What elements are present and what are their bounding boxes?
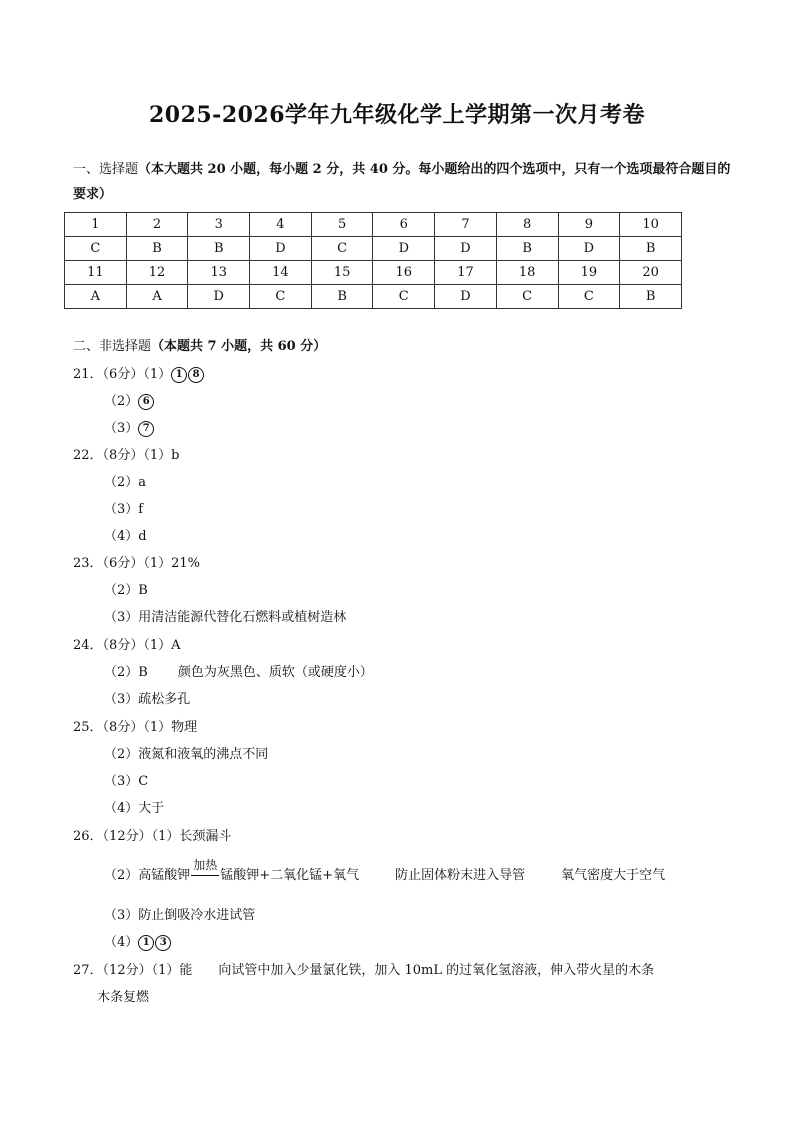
table-cell: 15	[311, 261, 373, 285]
reaction-condition: 加热	[193, 858, 218, 872]
q26-reactant: （2）高锰酸钾	[104, 868, 191, 883]
section1-heading	[73, 157, 733, 207]
q21-part2: （2）	[104, 394, 139, 409]
section2-heading	[73, 337, 326, 357]
q24-line1: 24．（8分）（1）A	[73, 638, 181, 653]
table-cell: 7	[435, 213, 497, 237]
table-cell: 5	[311, 213, 373, 237]
table-cell: 17	[435, 261, 497, 285]
table-cell: B	[620, 285, 682, 309]
q22-line3: （3）f	[104, 502, 144, 517]
q22-line4: （4）d	[104, 529, 147, 544]
q21-line3	[104, 419, 155, 439]
table-cell: 11	[65, 261, 127, 285]
q26-part4: （4）	[104, 935, 139, 950]
q21-head: 21．（6分）（1）	[73, 367, 172, 382]
table-cell: 4	[250, 213, 312, 237]
answer-table	[64, 212, 682, 309]
circled-number: 6	[138, 394, 154, 410]
section1-note: （本大题共 20 小题，每小题 2 分，共 40 分。每小题给出的四个选项中，只有一个选项最符合题目的要求）	[73, 162, 731, 202]
table-cell: C	[250, 285, 312, 309]
q24-line2	[104, 663, 373, 683]
q25-line3: （3）C	[104, 774, 149, 789]
table-cell: 6	[373, 213, 435, 237]
table-cell: 16	[373, 261, 435, 285]
table-cell: 1	[65, 213, 127, 237]
table-cell: 12	[126, 261, 188, 285]
circled-number: 3	[155, 935, 171, 951]
circled-number: 7	[138, 421, 154, 437]
table-row	[65, 285, 682, 309]
circled-number: 1	[138, 935, 154, 951]
table-cell: 20	[620, 261, 682, 285]
q25-line4: （4）大于	[104, 801, 165, 816]
q27-line2: 木条复燃	[97, 990, 150, 1005]
table-cell: 3	[188, 213, 250, 237]
q23-line2: （2）B	[104, 583, 148, 598]
table-cell: A	[65, 285, 127, 309]
table-row	[65, 261, 682, 285]
table-cell: C	[496, 285, 558, 309]
table-cell: 18	[496, 261, 558, 285]
section1-label: 一、选择题	[73, 162, 139, 177]
table-cell: D	[188, 285, 250, 309]
table-cell: 13	[188, 261, 250, 285]
q26-answer-c: 氧气密度大于空气	[561, 868, 666, 883]
q26-line3: （3）防止倒吸冷水进试管	[104, 908, 256, 923]
table-cell: 14	[250, 261, 312, 285]
q24-part2-reason: 颜色为灰黑色、质软（或硬度小）	[177, 665, 373, 680]
q24-line3: （3）疏松多孔	[104, 692, 191, 707]
q26-answer-b: 防止固体粉末进入导管	[395, 868, 526, 883]
table-cell: C	[373, 285, 435, 309]
q27-method: 向试管中加入少量氯化铁，加入 10mL 的过氧化氢溶液，伸入带火星的木条	[218, 963, 655, 978]
table-cell: B	[311, 285, 373, 309]
q27-part1: 27．（12分）（1）能	[73, 963, 193, 978]
table-cell: 8	[496, 213, 558, 237]
table-cell: 2	[126, 213, 188, 237]
table-cell: C	[65, 237, 127, 261]
table-row	[65, 213, 682, 237]
circled-number: 8	[188, 367, 204, 383]
q21-line1	[73, 365, 205, 385]
q23-line1: 23．（6分）（1）21%	[73, 556, 200, 571]
q21-part3: （3）	[104, 421, 139, 436]
table-cell: B	[126, 237, 188, 261]
q22-line2: （2）a	[104, 475, 147, 490]
table-cell: B	[188, 237, 250, 261]
table-cell: D	[373, 237, 435, 261]
q21-line2	[104, 392, 155, 412]
table-cell: D	[558, 237, 620, 261]
table-cell: C	[558, 285, 620, 309]
q26-products: 锰酸钾+二氧化锰+氧气	[220, 868, 360, 883]
q24-part2: （2）B	[104, 665, 148, 680]
table-cell: 10	[620, 213, 682, 237]
q23-line3: （3）用清洁能源代替化石燃料或植树造林	[104, 610, 347, 625]
q22-line1: 22．（8分）（1）b	[73, 448, 180, 463]
q26-line2	[104, 858, 666, 886]
table-cell: D	[435, 237, 497, 261]
q25-line2: （2）液氮和液氧的沸点不同	[104, 747, 269, 762]
section2-note: （本题共 7 小题，共 60 分）	[151, 339, 327, 354]
table-cell: D	[250, 237, 312, 261]
table-cell: B	[620, 237, 682, 261]
q26-line4	[104, 933, 172, 953]
reaction-arrow	[190, 858, 220, 886]
q25-line1: 25．（8分）（1）物理	[73, 720, 198, 735]
table-cell: B	[496, 237, 558, 261]
circled-number: 1	[171, 367, 187, 383]
table-row	[65, 237, 682, 261]
table-cell: 9	[558, 213, 620, 237]
page-title: 2025-2026学年九年级化学上学期第一次月考卷	[148, 102, 646, 128]
section2-label: 二、非选择题	[73, 339, 152, 354]
table-cell: A	[126, 285, 188, 309]
table-cell: 19	[558, 261, 620, 285]
table-cell: C	[311, 237, 373, 261]
table-cell: D	[435, 285, 497, 309]
q27-line1	[73, 961, 654, 981]
q26-line1: 26．（12分）（1）长颈漏斗	[73, 829, 232, 844]
